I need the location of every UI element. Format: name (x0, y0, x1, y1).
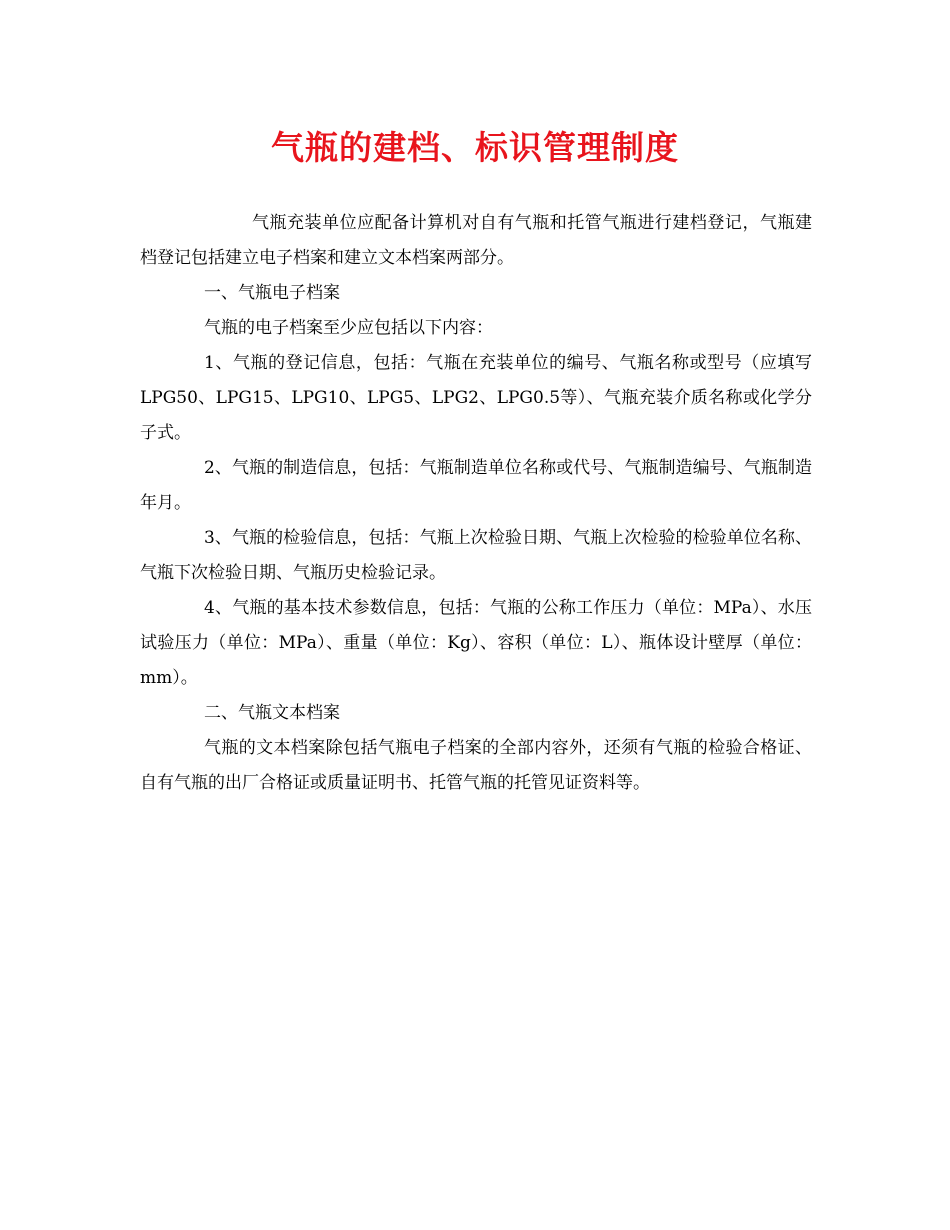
text-archive-paragraph: 气瓶的文本档案除包括气瓶电子档案的全部内容外，还须有气瓶的检验合格证、自有气瓶的出厂合格证或质量证明书、托管气瓶的托管见证资料等。 (140, 738, 812, 793)
section-heading-text-archive: 二、气瓶文本档案 (204, 703, 340, 723)
document-title: 气瓶的建档、标识管理制度 (271, 128, 679, 167)
item-manufacturing-info: 2、气瓶的制造信息，包括：气瓶制造单位名称或代号、气瓶制造编号、气瓶制造年月。 (140, 458, 812, 513)
section-heading-electronic-archive: 一、气瓶电子档案 (204, 283, 340, 303)
intro-paragraph: 气瓶充装单位应配备计算机对自有气瓶和托管气瓶进行建档登记，气瓶建档登记包括建立电子档案和建立文本档案两部分。 (140, 213, 812, 268)
item-inspection-info: 3、气瓶的检验信息，包括：气瓶上次检验日期、气瓶上次检验的检验单位名称、气瓶下次检验日期、气瓶历史检验记录。 (140, 528, 812, 583)
document-body (140, 206, 812, 801)
electronic-archive-intro: 气瓶的电子档案至少应包括以下内容： (204, 318, 493, 338)
item-registration-info: 1、气瓶的登记信息，包括：气瓶在充装单位的编号、气瓶名称或型号（应填写LPG50、LPG15、LPG10、LPG5、LPG2、LPG0.5等）、气瓶充装介质名称或化学分子式。 (140, 353, 812, 443)
item-technical-parameters: 4、气瓶的基本技术参数信息，包括：气瓶的公称工作压力（单位：MPa）、水压试验压力（单位：MPa）、重量（单位：Kg）、容积（单位：L）、瓶体设计壁厚（单位：mm）。 (140, 598, 812, 688)
